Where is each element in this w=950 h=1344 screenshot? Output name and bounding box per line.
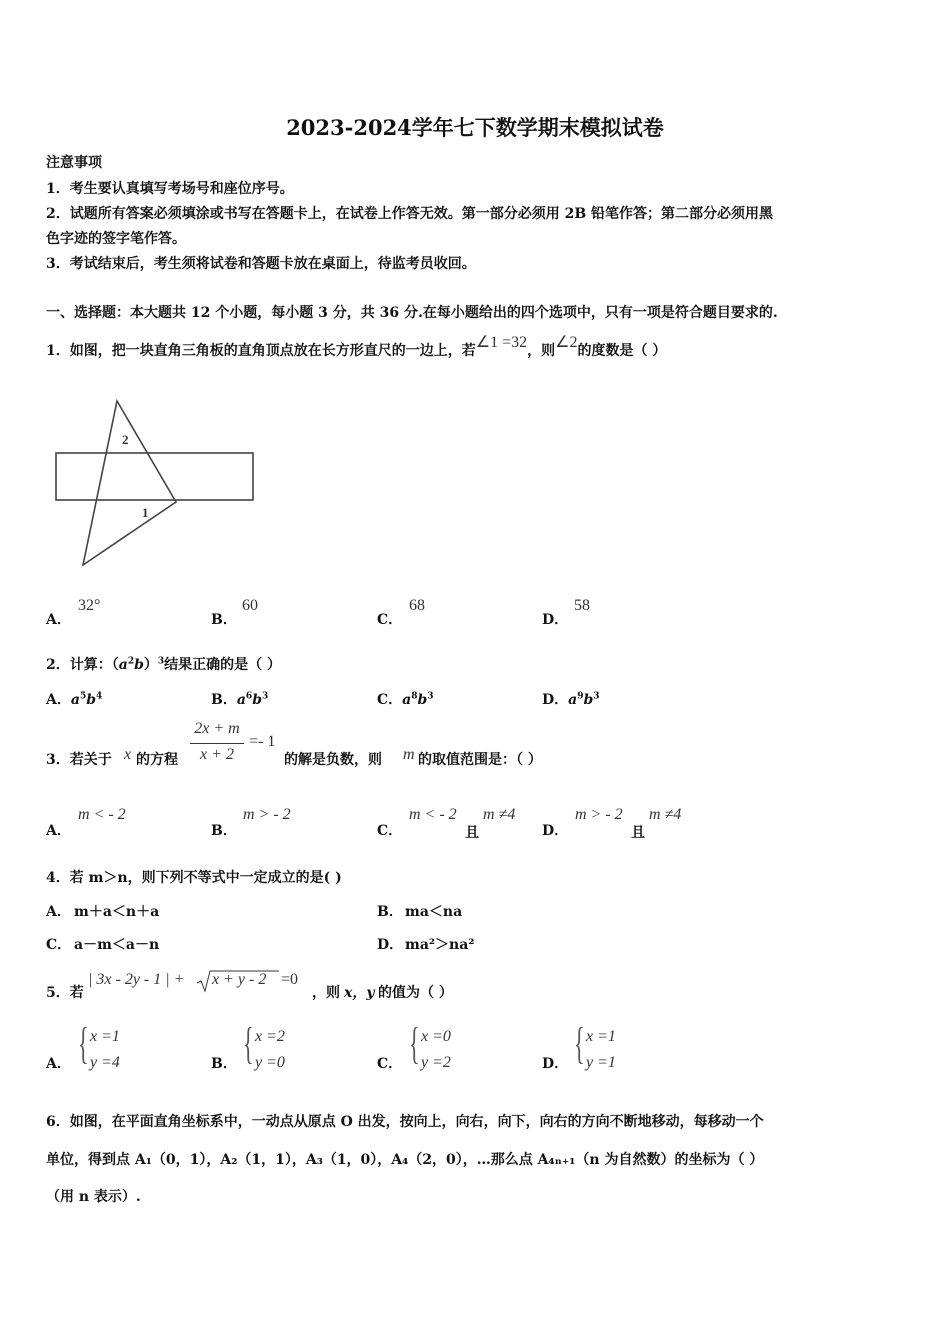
- notice-item: 3．考试结束后，考生须将试卷和答题卡放在桌面上，待监考员收回。: [46, 256, 476, 272]
- equation: y =2: [421, 1054, 451, 1071]
- notice-heading: 注意事项: [46, 155, 102, 171]
- q1-option-c-letter: C．: [377, 612, 403, 628]
- var-a: a: [568, 692, 578, 708]
- question-6-line: 单位，得到点 A₁（0，1），A₂（1，1），A₃（1，0），A₄（2，0），…那么点 A₄ₙ₊₁（n 为自然数）的坐标为（ ）: [46, 1152, 764, 1168]
- angle-label-1: 1: [142, 505, 149, 520]
- q2-exp: 2: [127, 656, 135, 667]
- q5-option-d-system: [586, 1024, 616, 1076]
- q1-option-d-letter: D．: [542, 612, 569, 628]
- q2-option-c: [377, 689, 434, 709]
- triangle: [83, 401, 176, 565]
- q3-option-d-conj: 且: [631, 825, 645, 841]
- q5-option-a-letter: A．: [46, 1056, 71, 1072]
- q5-option-c-letter: C．: [377, 1056, 403, 1072]
- q4-option-d-letter: D．: [377, 937, 404, 953]
- question-6-line: （用 n 表示）.: [46, 1189, 141, 1205]
- exp: 5: [79, 691, 87, 702]
- q4-option-a-value: m＋a＜n＋a: [74, 904, 160, 920]
- left-brace: {: [409, 1019, 420, 1068]
- q2-var-a: a: [118, 657, 128, 673]
- q4-option-b-letter: B．: [377, 904, 403, 920]
- q5-option-c-system: [421, 1024, 451, 1076]
- question-2: [46, 654, 281, 674]
- q2-option-d: [542, 689, 600, 709]
- q3-text: 3．若关于: [46, 752, 112, 768]
- var-b: b: [86, 692, 97, 708]
- option-letter: B．: [211, 692, 237, 708]
- q1-text: ，则: [527, 343, 556, 359]
- q1-option-d-value: 58: [574, 597, 590, 614]
- q3-option-a-letter: A．: [46, 823, 71, 839]
- q3-var-x: x: [124, 746, 132, 763]
- left-brace: {: [243, 1019, 254, 1068]
- q1-condition: ∠1 =32: [475, 334, 528, 351]
- q1-option-c-value: 68: [409, 597, 425, 614]
- q3-numerator: 2x + m: [194, 720, 240, 737]
- q5-text: ，则: [312, 985, 340, 1001]
- q3-option-d-value: m > - 2: [575, 806, 623, 823]
- q5-vars: x，y: [344, 985, 375, 1001]
- q5-option-a-system: [90, 1024, 120, 1076]
- equation: x =0: [421, 1028, 451, 1045]
- q4-option-c-letter: C．: [46, 937, 72, 953]
- q1-option-b-letter: B．: [211, 612, 237, 628]
- q3-rhs: =- 1: [249, 733, 276, 750]
- q1-text: 的度数是（ ）: [577, 343, 667, 359]
- question-6-line: 6．如图，在平面直角坐标系中，一动点从原点 O 出发，按向上，向右，向下，向右的方向不断地移动，每移动一个: [46, 1114, 764, 1130]
- question-4: 4．若 m＞n，则下列不等式中一定成立的是( ): [46, 870, 342, 886]
- exp: 6: [245, 691, 253, 702]
- var-a: a: [70, 692, 80, 708]
- q3-var-m: m: [403, 746, 415, 763]
- notice-item: 色字迹的签字笔作答。: [46, 231, 186, 247]
- equation: x =2: [255, 1028, 285, 1045]
- q3-option-d-letter: D．: [542, 823, 569, 839]
- q5-expr-eq: =0: [281, 971, 299, 988]
- page-title: 2023-2024学年七下数学期末模拟试卷: [286, 115, 664, 140]
- exp: 8: [411, 691, 418, 702]
- exp: 3: [261, 691, 269, 702]
- q3-text: 的方程: [136, 752, 178, 768]
- equation: y =1: [586, 1054, 616, 1071]
- q1-figure: [50, 395, 260, 570]
- q3-denominator: x + 2: [200, 746, 234, 763]
- q3-option-c-letter: C．: [377, 823, 403, 839]
- question-1: [46, 334, 667, 360]
- exp: 4: [96, 691, 103, 702]
- exp: 3: [427, 691, 434, 702]
- equation: y =0: [255, 1054, 285, 1071]
- q2-text: 2．计算：（: [46, 657, 119, 673]
- q1-text: 1．如图，把一块直角三角板的直角顶点放在长方形直尺的一边上，若: [46, 343, 476, 359]
- q1-angle2: ∠2: [555, 334, 578, 351]
- notice-item: 2．试题所有答案必须填涂或书写在答题卡上，在试卷上作答无效。第一部分必须用 2B 铅笔作答；第二部分必须用黑: [46, 206, 774, 222]
- option-letter: C．: [377, 692, 403, 708]
- q2-exp: 3: [157, 656, 165, 667]
- left-brace: {: [78, 1019, 89, 1068]
- q5-expr-abs: | 3x - 2y - 1 | +: [88, 971, 185, 988]
- q5-expr-sqrt: x + y - 2: [212, 971, 267, 988]
- var-b: b: [417, 692, 428, 708]
- angle-label-2: 2: [122, 432, 129, 447]
- q3-option-c-extra: m ≠4: [483, 806, 516, 823]
- q5-text: 的值为（ ）: [378, 985, 453, 1001]
- q3-option-c-value: m < - 2: [409, 806, 457, 823]
- q1-option-b-value: 60: [242, 597, 258, 614]
- q1-option-a-letter: A．: [46, 612, 71, 628]
- q5-option-d-letter: D．: [542, 1056, 569, 1072]
- equation: x =1: [90, 1028, 120, 1045]
- q2-text: 结果正确的是（ ）: [164, 657, 282, 673]
- q2-text: ）: [143, 657, 158, 673]
- q3-option-c-conj: 且: [465, 825, 479, 841]
- var-b: b: [252, 692, 262, 708]
- q3-option-b-letter: B．: [211, 823, 237, 839]
- q3-option-d-extra: m ≠4: [649, 806, 682, 823]
- exp: 3: [593, 691, 600, 702]
- q3-option-a-value: m < - 2: [78, 806, 126, 823]
- q4-option-c-value: a－m＜a－n: [74, 937, 160, 953]
- var-a: a: [236, 692, 246, 708]
- ruler-rect: [56, 453, 253, 500]
- option-letter: D．: [542, 692, 569, 708]
- q5-option-b-letter: B．: [211, 1056, 237, 1072]
- exp: 9: [577, 691, 584, 702]
- q3-text: 的解是负数，则: [284, 752, 382, 768]
- var-b: b: [583, 692, 594, 708]
- q4-option-d-value: ma²＞na²: [405, 937, 475, 953]
- notice-item: 1．考生要认真填写考场号和座位序号。: [46, 181, 294, 197]
- left-brace: {: [574, 1019, 585, 1068]
- q2-var-b: b: [134, 657, 144, 673]
- q4-option-a-letter: A．: [46, 904, 71, 920]
- q2-option-a: [46, 689, 102, 709]
- fraction-bar: [190, 743, 244, 744]
- q1-option-a-value: 32°: [78, 597, 101, 614]
- q3-text: 的取值范围是：（ ）: [418, 752, 542, 768]
- equation: y =4: [90, 1054, 120, 1071]
- equation: x =1: [586, 1028, 616, 1045]
- q5-option-b-system: [255, 1024, 285, 1076]
- q5-text: 5．若: [46, 985, 84, 1001]
- option-letter: A．: [46, 692, 71, 708]
- q2-option-b: [211, 689, 268, 709]
- q4-option-b-value: ma＜na: [405, 904, 463, 920]
- var-a: a: [402, 692, 412, 708]
- section-heading: 一、选择题：本大题共 12 个小题，每小题 3 分，共 36 分.在每小题给出的四个选项中，只有一项是符合题目要求的.: [46, 305, 778, 321]
- q3-option-b-value: m > - 2: [243, 806, 291, 823]
